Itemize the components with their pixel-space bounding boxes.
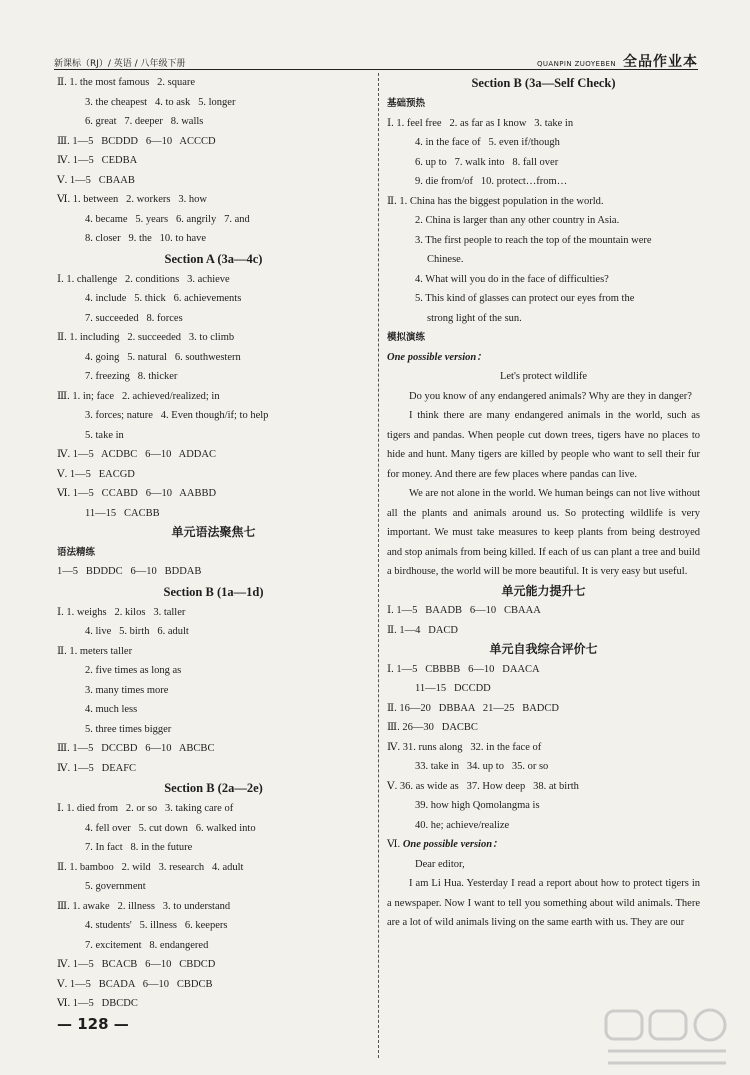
answer-line: Ⅱ. 1. meters taller [57, 645, 133, 657]
answer-line: Ⅵ. 1—5 CCABD 6—10 AABBD [57, 488, 217, 499]
answer-line: 39. how high Qomolangma is [415, 800, 540, 811]
answer-line: 6. up to 7. walk into 8. fall over [415, 156, 559, 168]
answer-line: Ⅲ. 26—30 DACBC [387, 722, 478, 733]
answer-line: 4. fell over 5. cut down 6. walked into [85, 822, 256, 834]
answer-line: Ⅰ. 1—5 CBBBB 6—10 DAACA [387, 663, 540, 675]
unit-heading: 单元能力提升七 [501, 583, 586, 598]
letter-paragraph: I am Li Hua. Yesterday I read a report about how to protect tigers in a newspaper. Now I want to tell you something about wild animals. There are a lot of wild animals living on the same earth with us. They are our [387, 878, 700, 928]
subsection-tag: 基础预热 [387, 98, 426, 109]
section-heading: Section B (1a—1d) [163, 584, 264, 599]
section-heading: Section B (3a—Self Check) [471, 76, 616, 90]
answer-line: 2. China is larger than any other country in Asia. [415, 215, 620, 226]
answer-line: 9. die from/of 10. protect…from… [415, 176, 568, 187]
answer-line: Ⅳ. 1—5 ACDBC 6—10 ADDAC [57, 449, 216, 460]
answer-line: Ⅱ. 1. including 2. succeeded 3. to climb [57, 332, 235, 343]
answer-line: 6. great 7. deeper 8. walls [85, 116, 204, 127]
answer-line: 3. the cheapest 4. to ask 5. longer [85, 96, 236, 108]
answer-line: 4. students' 5. illness 6. keepers [85, 920, 228, 931]
header-pinyin: QUANPIN ZUOYEBEN [536, 60, 616, 68]
letter-salutation: Dear editor, [415, 858, 465, 870]
page-number: — 128 — [57, 1015, 129, 1033]
answer-line: Ⅳ. 31. runs along 32. in the face of [387, 741, 542, 753]
watermark-logo-icon [598, 1005, 738, 1069]
answer-line: Ⅴ. 1—5 BCADA 6—10 CBDCB [57, 978, 213, 990]
essay-title: Let's protect wildlife [499, 371, 588, 382]
answer-line [387, 835, 700, 855]
page-header [54, 51, 698, 71]
answer-line: 7. freezing 8. thicker [85, 371, 178, 382]
right-column [387, 73, 700, 933]
section-heading: Section B (2a—2e) [164, 781, 263, 795]
left-column [57, 73, 370, 1014]
answer-line: 4. include 5. thick 6. achievements [85, 293, 242, 304]
answer-line: Chinese. [427, 254, 464, 265]
answer-line: 1—5 BDDDC 6—10 BDDAB [57, 566, 202, 577]
answer-line: Ⅴ. 36. as wide as 37. How deep 38. at birth [387, 780, 579, 792]
answer-line: 4. much less [85, 704, 138, 715]
answer-line: 8. closer 9. the 10. to have [85, 233, 207, 244]
column-divider [378, 73, 379, 1058]
answer-line: Ⅲ. 1—5 DCCBD 6—10 ABCBC [57, 743, 215, 754]
essay-paragraph: Do you know of any endangered animals? Why are they in danger? [409, 390, 692, 402]
answer-line: 4. What will you do in the face of difficulties? [415, 273, 609, 285]
unit-heading: 单元语法聚焦七 [171, 525, 256, 539]
answer-line: 11—15 DCCDD [415, 683, 491, 694]
unit-heading: 单元自我综合评价七 [489, 642, 598, 656]
answer-line: Ⅴ. 1—5 CBAAB [57, 174, 135, 186]
answer-line: Ⅲ. 1. in; face 2. achieved/realized; in [57, 390, 220, 402]
answer-line: Ⅲ. 1. awake 2. illness 3. to understand [57, 900, 231, 912]
answer-line: Ⅱ. 1. the most famous 2. square [57, 77, 196, 88]
answer-line: 7. succeeded 8. forces [85, 312, 183, 324]
answer-line: strong light of the sun. [427, 312, 522, 324]
header-rule [54, 69, 698, 70]
answer-line: 4. became 5. years 6. angrily 7. and [85, 213, 250, 225]
answer-line: Ⅱ. 1. China has the biggest population in the world. [387, 195, 604, 207]
answer-line: Ⅵ. 1—5 DBCDC [57, 998, 138, 1009]
answer-line: 5. government [85, 881, 146, 892]
subsection-tag: 语法精练 [57, 546, 96, 558]
header-book-info: 新课标（RJ）/ 英语 / 八年级下册 [54, 59, 186, 69]
header-brand [537, 51, 698, 71]
answer-line: Ⅴ. 1—5 EACGD [57, 468, 135, 480]
section-heading: Section A (3a—4c) [164, 251, 263, 266]
answer-line: 3. forces; nature 4. Even though/if; to help [85, 410, 269, 421]
answer-line: Ⅱ. 1—4 DACD [387, 624, 459, 636]
answer-line: 7. excitement 8. endangered [85, 939, 209, 951]
answer-line: 40. he; achieve/realize [415, 819, 510, 831]
answer-line: Ⅳ. 1—5 DEAFC [57, 762, 137, 774]
answer-line: 4. live 5. birth 6. adult [85, 626, 189, 637]
version-label: One possible version： [387, 351, 487, 363]
essay-paragraph: I think there are many endangered animals in the world, such as tigers and pandas. When people cut down trees, tigers have no places to hide and hunt. Many tigers are killed by people who want to sell their fur for money. And there are few places where pandas can live. [387, 410, 700, 480]
essay-paragraph: We are not alone in the world. We human beings can not live without all the plants and animals around us. So protecting wildlife is very important. We must take measures to keep plants from being destroyed and stop animals from being killed. If each of us can plant a tree and build a birdhouse, the world will be more beautiful. It is very easy but useful. [387, 488, 700, 577]
answer-line: 5. three times bigger [85, 723, 172, 735]
header-brand-name: 全品作业本 [623, 54, 698, 70]
answer-line: 7. In fact 8. in the future [85, 842, 193, 853]
answer-line: Ⅱ. 16—20 DBBAA 21—25 BADCD [387, 702, 559, 714]
section-numeral: Ⅵ. [387, 839, 403, 850]
subsection-tag: 模拟演练 [387, 332, 426, 343]
answer-line: 3. many times more [85, 684, 169, 696]
answer-line: 4. in the face of 5. even if/though [415, 137, 560, 148]
answer-line: Ⅵ. 1. between 2. workers 3. how [57, 194, 207, 205]
answer-line: 5. This kind of glasses can protect our eyes from the [415, 293, 635, 304]
answer-line: Ⅰ. 1. challenge 2. conditions 3. achieve [57, 273, 230, 285]
answer-line: Ⅰ. 1. feel free 2. as far as I know 3. take in [387, 117, 574, 129]
answer-line: Ⅳ. 1—5 CEDBA [57, 155, 138, 166]
answer-line: Ⅰ. 1. weighs 2. kilos 3. taller [57, 606, 186, 618]
answer-line: Ⅲ. 1—5 BCDDD 6—10 ACCCD [57, 135, 216, 147]
answer-line: 33. take in 34. up to 35. or so [415, 761, 549, 772]
answer-line: Ⅳ. 1—5 BCACB 6—10 CBDCD [57, 959, 216, 970]
answer-line: 4. going 5. natural 6. southwestern [85, 351, 241, 363]
answer-line: 2. five times as long as [85, 665, 182, 676]
answer-line: Ⅱ. 1. bamboo 2. wild 3. research 4. adult [57, 861, 244, 873]
answer-line: 5. take in [85, 429, 124, 441]
answer-line: 11—15 CACBB [85, 507, 160, 519]
answer-line: Ⅰ. 1—5 BAADB 6—10 CBAAA [387, 605, 541, 616]
answer-line: 3. The first people to reach the top of the mountain were [415, 234, 652, 246]
version-label: One possible version： [402, 839, 503, 850]
answer-line: Ⅰ. 1. died from 2. or so 3. taking care of [57, 803, 234, 814]
